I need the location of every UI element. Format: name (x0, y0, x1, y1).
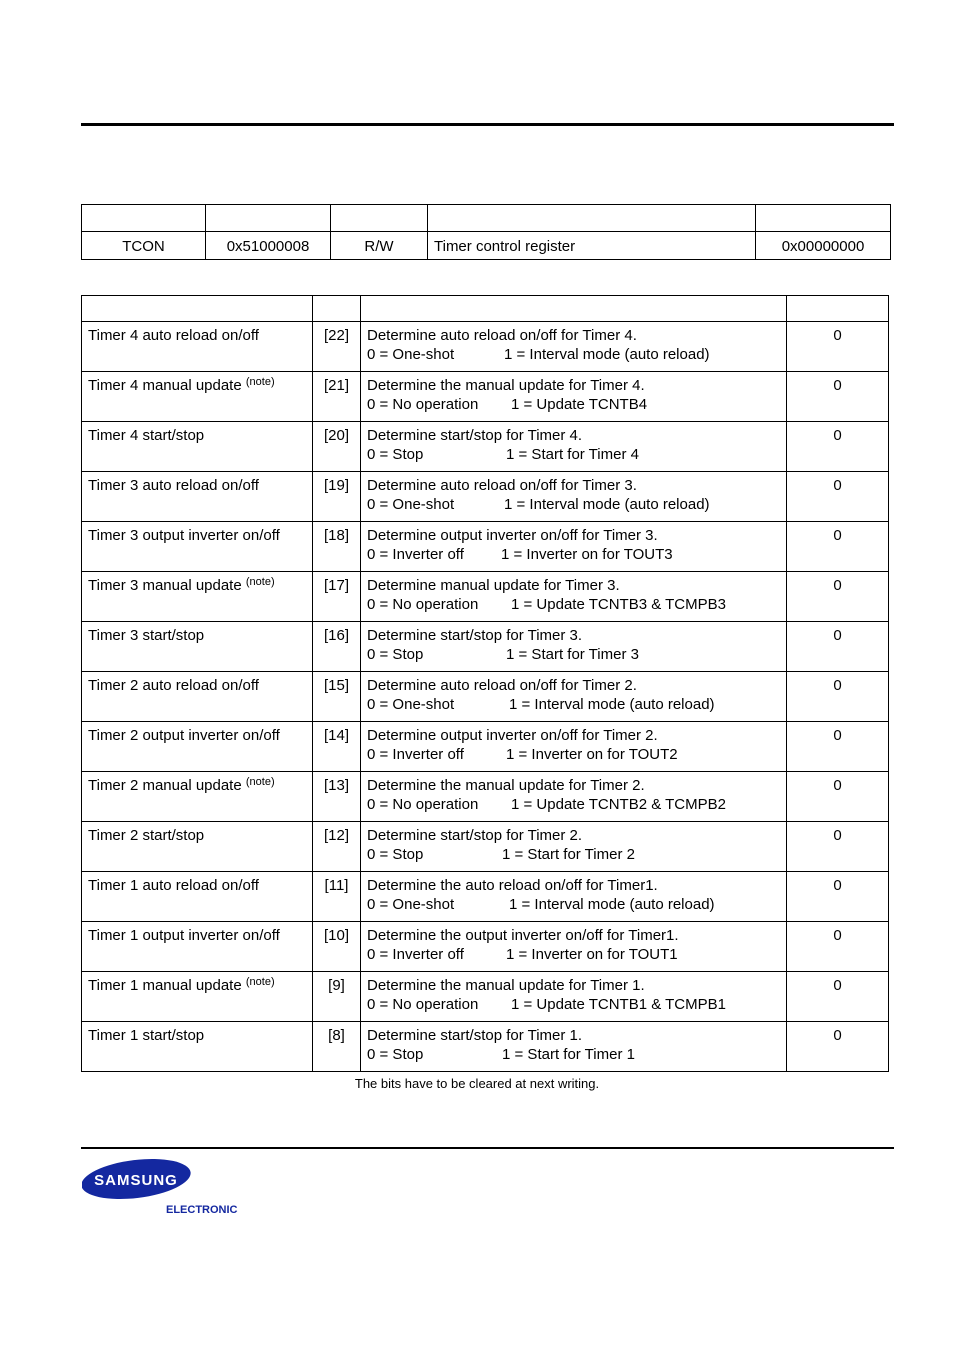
header-cell (206, 205, 331, 232)
register-name: TCON (82, 232, 206, 260)
option-zero: 0 = Stop (367, 446, 424, 463)
bit-description (361, 572, 787, 622)
option-one: 1 = Interval mode (auto reload) (504, 346, 710, 363)
bit-field-name (82, 522, 313, 572)
bit-position: [17] (313, 572, 361, 622)
samsung-logo-icon (82, 1157, 238, 1219)
bit-description (361, 872, 787, 922)
note-marker: (note) (245, 576, 275, 588)
bit-reset-value: 0 (787, 422, 889, 472)
logo-division-text: ELECTRONICS (166, 1204, 238, 1216)
option-line (367, 595, 786, 614)
description-text: Determine manual update for Timer 3. (367, 577, 620, 594)
bit-field-name (82, 972, 313, 1022)
bit-description (361, 972, 787, 1022)
bit-position: [15] (313, 672, 361, 722)
bit-field-name-text: Timer 4 auto reload on/off (88, 327, 259, 344)
option-zero: 0 = Inverter off (367, 746, 464, 763)
option-zero: 0 = One-shot (367, 896, 455, 913)
bit-reset-value: 0 (787, 772, 889, 822)
table-row (82, 872, 889, 922)
bit-position: [21] (313, 372, 361, 422)
bit-description (361, 322, 787, 372)
bit-field-name-text: Timer 3 output inverter on/off (88, 527, 280, 544)
bit-reset-value: 0 (787, 372, 889, 422)
table-row (82, 722, 889, 772)
option-one: 1 = Inverter on for TOUT2 (506, 746, 678, 763)
bit-position: [22] (313, 322, 361, 372)
table-row (82, 572, 889, 622)
bit-reset-value: 0 (787, 872, 889, 922)
description-text: Determine output inverter on/off for Timer 3. (367, 527, 658, 544)
bit-field-table (81, 295, 889, 1072)
bit-position: [11] (313, 872, 361, 922)
bit-reset-value: 0 (787, 672, 889, 722)
option-one: 1 = Update TCNTB3 & TCMPB3 (511, 596, 726, 613)
table-row (82, 822, 889, 872)
option-zero: 0 = Inverter off (367, 546, 464, 563)
option-line (367, 945, 786, 964)
bit-reset-value: 0 (787, 822, 889, 872)
footer-rule (81, 1147, 894, 1149)
option-zero: 0 = No operation (367, 396, 479, 413)
bit-position: [10] (313, 922, 361, 972)
bit-field-name (82, 422, 313, 472)
register-header-row (82, 205, 891, 232)
option-one: 1 = Update TCNTB4 (511, 396, 648, 413)
table-row (82, 322, 889, 372)
logo-brand-text: SAMSUNG (94, 1172, 178, 1189)
bit-field-name-text: Timer 2 output inverter on/off (88, 727, 280, 744)
bit-reset-value: 0 (787, 472, 889, 522)
description-text: Determine output inverter on/off for Timer 2. (367, 727, 658, 744)
bit-position: [20] (313, 422, 361, 472)
note-marker: (note) (245, 376, 275, 388)
option-line (367, 395, 786, 414)
bit-field-name-text: Timer 1 auto reload on/off (88, 877, 259, 894)
option-one: 1 = Start for Timer 1 (502, 1046, 635, 1063)
bit-reset-value: 0 (787, 922, 889, 972)
description-text: Determine auto reload on/off for Timer 3. (367, 477, 637, 494)
option-one: 1 = Inverter on for TOUT3 (501, 546, 673, 563)
header-rule (81, 123, 894, 126)
table-row (82, 622, 889, 672)
description-text: Determine auto reload on/off for Timer 4. (367, 327, 637, 344)
option-zero: 0 = Stop (367, 1046, 424, 1063)
bit-reset-value: 0 (787, 722, 889, 772)
bit-field-name-text: Timer 3 start/stop (88, 627, 205, 644)
option-one: 1 = Start for Timer 3 (506, 646, 639, 663)
description-text: Determine the manual update for Timer 1. (367, 977, 645, 994)
bit-description (361, 1022, 787, 1072)
bit-field-name-text: Timer 2 manual update (88, 777, 242, 794)
bit-position: [9] (313, 972, 361, 1022)
option-line (367, 845, 786, 864)
option-zero: 0 = One-shot (367, 346, 455, 363)
description-text: Determine the manual update for Timer 2. (367, 777, 645, 794)
bit-position: [13] (313, 772, 361, 822)
bit-description (361, 822, 787, 872)
bit-field-name (82, 572, 313, 622)
header-cell (428, 205, 756, 232)
table-row (82, 772, 889, 822)
option-line (367, 995, 786, 1014)
option-zero: 0 = One-shot (367, 696, 455, 713)
bit-field-name (82, 322, 313, 372)
bit-position: [12] (313, 822, 361, 872)
bit-field-name (82, 372, 313, 422)
bit-description (361, 472, 787, 522)
bit-reset-value: 0 (787, 972, 889, 1022)
description-text: Determine the auto reload on/off for Timer1. (367, 877, 658, 894)
bit-description (361, 422, 787, 472)
bit-field-name (82, 672, 313, 722)
bit-table-header-row (82, 296, 889, 322)
bit-field-name-text: Timer 2 auto reload on/off (88, 677, 259, 694)
description-text: Determine the output inverter on/off for Timer1. (367, 927, 679, 944)
header-cell (756, 205, 891, 232)
bit-reset-value: 0 (787, 622, 889, 672)
option-line (367, 495, 786, 514)
option-zero: 0 = No operation (367, 596, 479, 613)
bit-position: [19] (313, 472, 361, 522)
bit-reset-value: 0 (787, 322, 889, 372)
header-cell (82, 296, 313, 322)
table-row (82, 1022, 889, 1072)
bit-field-name-text: Timer 1 output inverter on/off (88, 927, 280, 944)
bit-position: [14] (313, 722, 361, 772)
header-cell (787, 296, 889, 322)
register-row (82, 232, 891, 260)
bit-field-name (82, 472, 313, 522)
bit-field-name-text: Timer 3 manual update (88, 577, 242, 594)
option-one: 1 = Start for Timer 2 (502, 846, 635, 863)
option-line (367, 795, 786, 814)
option-one: 1 = Interval mode (auto reload) (504, 496, 710, 513)
register-summary-table (81, 204, 891, 260)
bit-field-name (82, 772, 313, 822)
bit-position: [8] (313, 1022, 361, 1072)
bit-description (361, 672, 787, 722)
footnote: The bits have to be cleared at next writing. (354, 1076, 600, 1091)
option-line (367, 1045, 786, 1064)
option-one: 1 = Interval mode (auto reload) (509, 696, 715, 713)
header-cell (313, 296, 361, 322)
bit-field-name-text: Timer 4 start/stop (88, 427, 205, 444)
samsung-electronics-logo (82, 1157, 238, 1224)
bit-position: [16] (313, 622, 361, 672)
option-line (367, 745, 786, 764)
bit-description (361, 922, 787, 972)
option-line (367, 545, 786, 564)
bit-position: [18] (313, 522, 361, 572)
note-marker: (note) (245, 776, 275, 788)
register-address: 0x51000008 (206, 232, 331, 260)
option-zero: 0 = Inverter off (367, 946, 464, 963)
description-text: Determine start/stop for Timer 1. (367, 1027, 583, 1044)
table-row (82, 472, 889, 522)
bit-field-name (82, 1022, 313, 1072)
bit-field-name-text: Timer 3 auto reload on/off (88, 477, 259, 494)
bit-reset-value: 0 (787, 522, 889, 572)
option-one: 1 = Start for Timer 4 (506, 446, 639, 463)
table-row (82, 422, 889, 472)
bit-field-name (82, 822, 313, 872)
option-line (367, 895, 786, 914)
table-row (82, 672, 889, 722)
bit-description (361, 372, 787, 422)
description-text: Determine start/stop for Timer 4. (367, 427, 583, 444)
bit-reset-value: 0 (787, 572, 889, 622)
option-one: 1 = Inverter on for TOUT1 (506, 946, 678, 963)
bit-field-name-text: Timer 2 start/stop (88, 827, 205, 844)
table-row (82, 522, 889, 572)
option-line (367, 445, 786, 464)
option-zero: 0 = No operation (367, 996, 479, 1013)
bit-field-name-text: Timer 1 manual update (88, 977, 242, 994)
header-cell (331, 205, 428, 232)
register-rw: R/W (331, 232, 428, 260)
note-marker: (note) (245, 976, 275, 988)
bit-description (361, 772, 787, 822)
description-text: Determine the manual update for Timer 4. (367, 377, 645, 394)
option-zero: 0 = Stop (367, 846, 424, 863)
option-line (367, 645, 786, 664)
description-text: Determine start/stop for Timer 3. (367, 627, 583, 644)
bit-field-name (82, 922, 313, 972)
option-one: 1 = Update TCNTB2 & TCMPB2 (511, 796, 726, 813)
table-row (82, 922, 889, 972)
bit-field-name-text: Timer 1 start/stop (88, 1027, 205, 1044)
register-description: Timer control register (428, 232, 756, 260)
bit-description (361, 622, 787, 672)
option-line (367, 345, 786, 364)
bit-description (361, 722, 787, 772)
option-one: 1 = Update TCNTB1 & TCMPB1 (511, 996, 726, 1013)
description-text: Determine start/stop for Timer 2. (367, 827, 583, 844)
bit-field-name-text: Timer 4 manual update (88, 377, 242, 394)
header-cell (82, 205, 206, 232)
bit-reset-value: 0 (787, 1022, 889, 1072)
option-one: 1 = Interval mode (auto reload) (509, 896, 715, 913)
table-row (82, 972, 889, 1022)
bit-field-name (82, 872, 313, 922)
option-zero: 0 = One-shot (367, 496, 455, 513)
bit-field-name (82, 622, 313, 672)
bit-description (361, 522, 787, 572)
option-zero: 0 = Stop (367, 646, 424, 663)
option-zero: 0 = No operation (367, 796, 479, 813)
register-reset-value: 0x00000000 (756, 232, 891, 260)
header-cell (361, 296, 787, 322)
bit-field-name (82, 722, 313, 772)
option-line (367, 695, 786, 714)
description-text: Determine auto reload on/off for Timer 2. (367, 677, 637, 694)
table-row (82, 372, 889, 422)
